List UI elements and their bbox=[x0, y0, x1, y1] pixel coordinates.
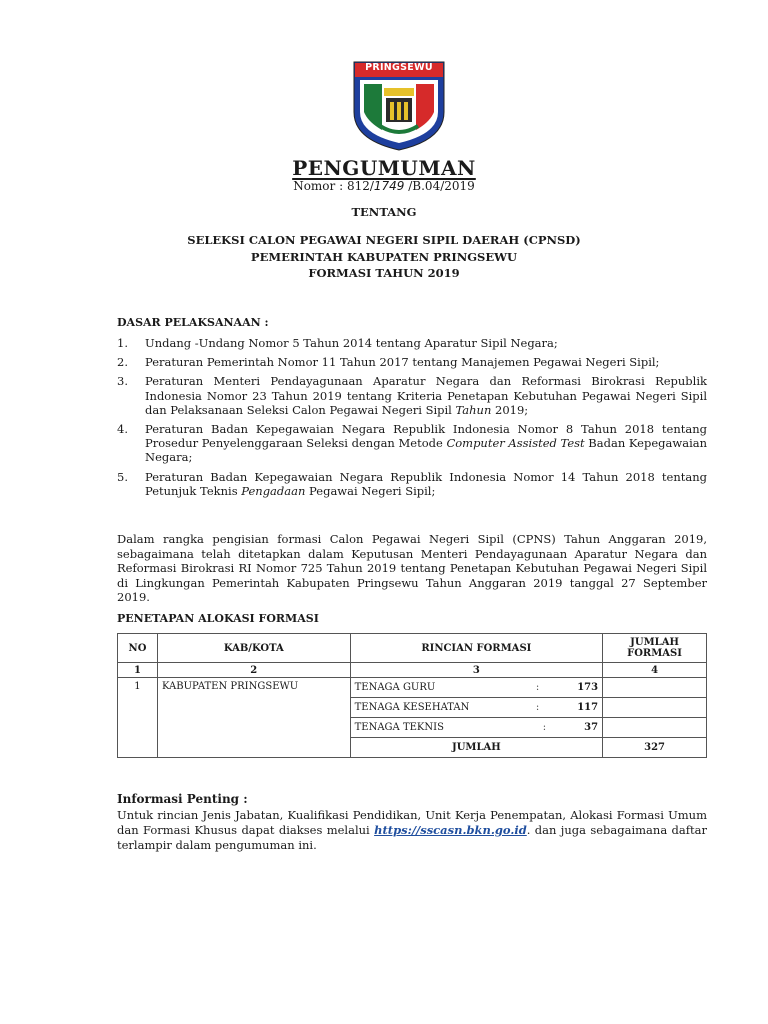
page-title: PENGUMUMAN bbox=[292, 156, 476, 180]
list-item-italic: Computer Assisted Test bbox=[446, 436, 585, 451]
list-item-text-end: Pegawai Negeri Sipil; bbox=[305, 483, 436, 498]
rincian-value-wrap bbox=[543, 722, 598, 733]
subject-line-1: SELEKSI CALON PEGAWAI NEGERI SIPIL DAERAH (CPNSD) bbox=[187, 233, 581, 247]
tentang-heading: TENTANG bbox=[351, 205, 417, 219]
rincian-colon: : bbox=[535, 682, 540, 693]
jumlah-cell bbox=[603, 678, 707, 698]
index-cell: 1 bbox=[118, 663, 158, 678]
rincian-colon: : bbox=[542, 722, 547, 733]
alokasi-title: PENETAPAN ALOKASI FORMASI bbox=[117, 612, 319, 625]
table-row bbox=[118, 678, 707, 698]
rincian-cell bbox=[350, 678, 602, 698]
list-item-text-end: Badan Kepegawaian Negara; bbox=[145, 436, 708, 465]
col-header-rincian: RINCIAN FORMASI bbox=[350, 634, 602, 663]
rincian-label: TENAGA GURU bbox=[354, 682, 436, 693]
nomor-prefix: Nomor : 812/ bbox=[293, 179, 374, 193]
document-number bbox=[0, 179, 768, 193]
list-item bbox=[117, 374, 707, 417]
list-item-number: 5. bbox=[117, 469, 128, 484]
rincian-value-wrap bbox=[536, 702, 598, 713]
list-item-number: 3. bbox=[117, 374, 128, 389]
dasar-list bbox=[117, 336, 707, 503]
list-item-text: Undang -Undang Nomor 5 Tahun 2014 tentang Aparatur Sipil Negara; bbox=[145, 336, 558, 350]
rincian-value: 173 bbox=[577, 682, 599, 693]
info-title: Informasi Penting : bbox=[117, 792, 248, 806]
subject-line-2: PEMERINTAH KABUPATEN PRINGSEWU bbox=[250, 249, 518, 264]
list-item-number: 2. bbox=[117, 355, 128, 370]
subject-heading bbox=[0, 232, 768, 282]
table-index-row bbox=[118, 663, 707, 678]
pringsewu-emblem bbox=[352, 60, 446, 152]
formasi-table bbox=[117, 633, 707, 758]
list-item-text: Peraturan Pemerintah Nomor 11 Tahun 2017 tentang Manajemen Pegawai Negeri Sipil; bbox=[145, 355, 660, 370]
list-item-text-end: 2019; bbox=[491, 402, 529, 417]
rincian-label: TENAGA TEKNIS bbox=[354, 722, 444, 733]
list-item-italic: Pengadaan bbox=[241, 483, 306, 498]
info-text: Untuk rincian Jenis Jabatan, Kualifikasi Pendidikan, Unit Kerja Penempatan, Alokasi Formasi Umum dan Formasi Khusus dapat diakses melalui bbox=[117, 808, 707, 837]
index-cell: 3 bbox=[350, 663, 602, 678]
rincian-value-wrap bbox=[536, 682, 598, 693]
table-header-row bbox=[118, 634, 707, 663]
list-item-number: 1. bbox=[117, 336, 128, 350]
total-label: JUMLAH bbox=[350, 738, 602, 758]
rincian-colon: : bbox=[535, 702, 540, 713]
list-item-text: Peraturan Menteri Pendayagunaan Aparatur Negara dan Reformasi Birokrasi Republik Indonesia Nomor 23 Tahun 2019 tentang Kriteria Penetapan Kebutuhan Pegawai Negeri Sipil dan Pelaksanaan Seleksi Calon Pegawai Negeri Sipil bbox=[145, 374, 707, 417]
total-value: 327 bbox=[603, 738, 707, 758]
intro-paragraph: Dalam rangka pengisian formasi Calon Pegawai Negeri Sipil (CPNS) Tahun Anggaran 2019, sebagaimana telah ditetapkan dalam Keputusan Menteri Pendayagunaan Aparatur Negara dan Reformasi Birokrasi RI Nomor 725 Tahun 2019 tentang Penetapan Kebutuhan Pegawai Negeri Sipil di Lingkungan Pemerintah Kabupaten Pringsewu Tahun Anggaran 2019 tanggal 27 September 2019. bbox=[117, 532, 707, 604]
info-text-end: . dan juga sebagaimana daftar terlampir dalam pengumuman ini. bbox=[117, 823, 707, 852]
list-item bbox=[117, 422, 707, 465]
col-header-kab: KAB/KOTA bbox=[157, 634, 350, 663]
rincian-cell bbox=[350, 698, 602, 718]
rincian-value: 117 bbox=[577, 702, 599, 713]
list-item-text: Peraturan Badan Kepegawaian Negara Republik Indonesia Nomor 8 Tahun 2018 tentang Prosedur Penyelenggaraan Seleksi dengan Metode bbox=[145, 422, 707, 451]
jumlah-cell bbox=[603, 718, 707, 738]
dasar-title: DASAR PELAKSANAAN : bbox=[117, 316, 269, 329]
rincian-cell bbox=[350, 718, 602, 738]
list-item bbox=[117, 355, 707, 369]
list-item-text: Peraturan Badan Kepegawaian Negara Republik Indonesia Nomor 14 Tahun 2018 tentang Petunjuk Teknis bbox=[145, 469, 707, 498]
nomor-handwritten: 1749 bbox=[373, 179, 405, 193]
info-paragraph bbox=[117, 808, 707, 853]
list-item bbox=[117, 470, 707, 498]
rincian-value: 37 bbox=[584, 722, 599, 733]
col-header-no: NO bbox=[118, 634, 158, 663]
list-item-number: 4. bbox=[117, 422, 128, 437]
sscasn-link[interactable]: https://sscasn.bkn.go.id bbox=[374, 823, 527, 837]
kabupaten-name: KABUPATEN PRINGSEWU bbox=[157, 678, 350, 758]
index-cell: 4 bbox=[603, 663, 707, 678]
jumlah-cell bbox=[603, 698, 707, 718]
rincian-label: TENAGA KESEHATAN bbox=[354, 702, 470, 713]
col-header-jumlah: JUMLAH FORMASI bbox=[603, 634, 707, 663]
list-item-italic: Tahun bbox=[455, 402, 492, 417]
list-item bbox=[117, 336, 707, 350]
emblem-label: PRINGSEWU bbox=[365, 62, 433, 73]
row-number: 1 bbox=[118, 678, 158, 758]
index-cell: 2 bbox=[157, 663, 350, 678]
nomor-suffix: /B.04/2019 bbox=[404, 179, 475, 193]
subject-line-3: FORMASI TAHUN 2019 bbox=[308, 266, 460, 280]
